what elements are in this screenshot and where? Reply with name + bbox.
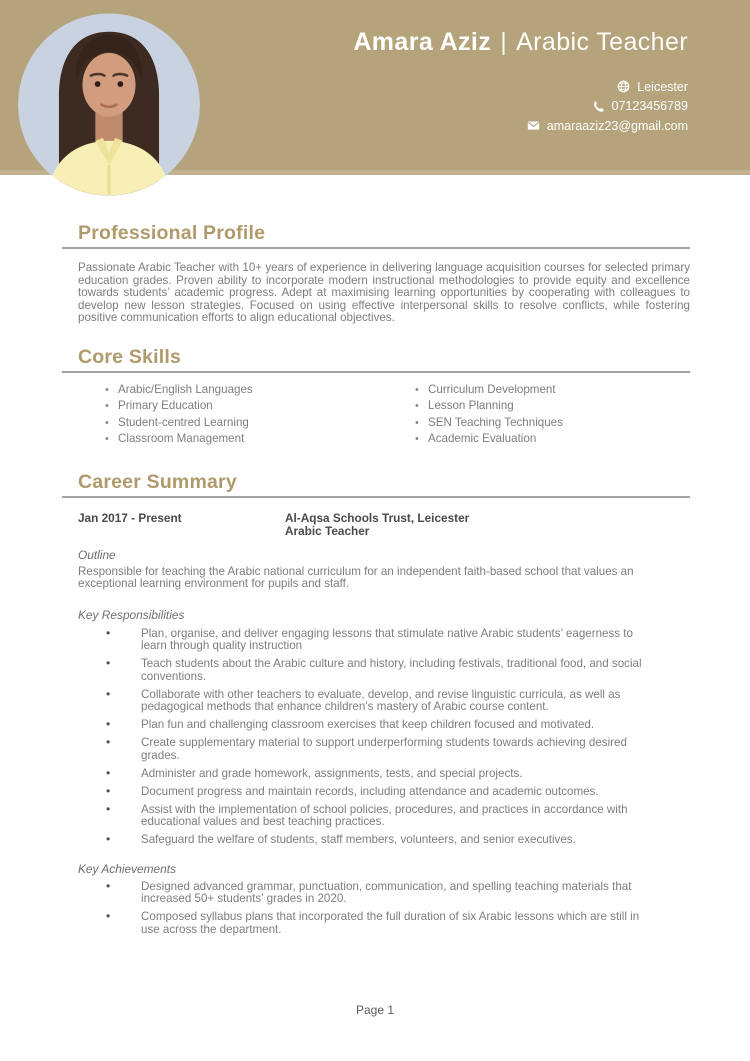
list-item: • Plan fun and challenging classroom exercises that keep children focused and motivated. <box>106 719 655 732</box>
list-item: • Composed syllabus plans that incorporated the full duration of six Arabic lessons which are still in use across the department. <box>106 911 655 936</box>
title-separator: | <box>500 28 508 56</box>
section-career-summary <box>78 470 690 937</box>
page-number: Page 1 <box>355 1003 395 1017</box>
list-item: • Plan, organise, and deliver engaging lessons that stimulate native Arabic students’ eagerness to learn through quality instruction <box>106 628 655 653</box>
skills-column-1 <box>105 382 415 448</box>
list-item: • Safeguard the welfare of students, staff members, volunteers, and senior executives. <box>106 834 655 847</box>
list-item: • Classroom Management <box>105 431 415 448</box>
cv-body <box>0 221 750 936</box>
contact-location-text: Leicester <box>637 79 688 94</box>
person-title: Arabic Teacher <box>516 28 688 56</box>
phone-icon <box>592 100 605 113</box>
list-item: • Document progress and maintain records, including attendance and academic outcomes. <box>106 786 655 799</box>
skills-columns <box>78 382 690 448</box>
contact-phone <box>353 97 688 117</box>
contact-location <box>353 77 688 97</box>
list-item: • Collaborate with other teachers to evaluate, develop, and revise linguistic curricula, as well as pedagogical methods that enhance children’s mastery of Arabic course content. <box>106 689 655 714</box>
list-item: • SEN Teaching Techniques <box>415 415 563 432</box>
list-item: • Arabic/English Languages <box>105 382 415 399</box>
person-name: Amara Aziz <box>353 28 492 56</box>
section-heading-core-skills: Core Skills <box>62 345 690 373</box>
list-item: • Lesson Planning <box>415 398 563 415</box>
section-core-skills <box>78 345 690 448</box>
list-item: • Primary Education <box>105 398 415 415</box>
outline-text: Responsible for teaching the Arabic national curriculum for an independent faith-based school that values an exceptional learning environment for pupils and staff. <box>78 564 634 590</box>
job-role: Arabic Teacher <box>285 524 370 538</box>
list-item: • Academic Evaluation <box>415 431 563 448</box>
responsibilities-label: Key Responsibilities <box>78 607 185 622</box>
list-item: • Curriculum Development <box>415 382 563 399</box>
job-employer: Al-Aqsa Schools Trust, Leicester <box>285 510 470 525</box>
list-item: • Administer and grade homework, assignments, tests, and special projects. <box>106 768 655 781</box>
section-professional-profile <box>78 221 690 325</box>
responsibilities-list <box>78 628 690 847</box>
contact-email <box>353 116 688 136</box>
name-line <box>353 28 688 57</box>
list-item: • Assist with the implementation of school policies, procedures, and practices in accordance with educational values and best teaching practices. <box>106 804 655 829</box>
outline-label: Outline <box>78 547 116 562</box>
contact-email-text: amaraaziz23@gmail.com <box>546 118 688 133</box>
profile-photo <box>18 12 200 197</box>
avatar <box>18 12 200 197</box>
globe-icon <box>617 80 630 93</box>
list-item: • Student-centred Learning <box>105 415 415 432</box>
header-banner <box>0 0 750 175</box>
section-heading-professional-profile: Professional Profile <box>62 221 690 249</box>
list-item: • Create supplementary material to support underperforming students towards achieving desired grades. <box>106 737 655 762</box>
professional-profile-text: Passionate Arabic Teacher with 10+ years of experience in delivering language acquisition courses for selected primary education grades. Proven ability to incorporate modern instructional methodologies to provide equity and excellence towards students’ academic progress. Adept at maximising learning opportunities by cooperating with colleagues to develop new lesson strategies. Focused on using effective interpersonal skills to resolve conflicts, while fostering positive communication efforts to align educational objectives. <box>78 261 690 324</box>
contact-block <box>353 77 688 136</box>
achievements-label: Key Achievements <box>78 861 177 876</box>
contact-phone-text: 07123456789 <box>611 99 688 114</box>
achievements-list <box>78 881 690 937</box>
section-heading-career-summary: Career Summary <box>62 470 690 498</box>
header-content <box>353 0 688 136</box>
page-footer <box>0 1003 750 1017</box>
job-header <box>78 512 690 539</box>
job-dates: Jan 2017 - Present <box>78 510 182 525</box>
list-item: • Designed advanced grammar, punctuation, communication, and spelling teaching materials that increased 50+ students’ grades in 2020. <box>106 881 655 906</box>
skills-column-2 <box>415 382 563 448</box>
list-item: • Teach students about the Arabic culture and history, including festivals, traditional food, and social conventions. <box>106 658 655 683</box>
envelope-icon <box>527 119 540 132</box>
job-employer-block <box>285 512 469 539</box>
